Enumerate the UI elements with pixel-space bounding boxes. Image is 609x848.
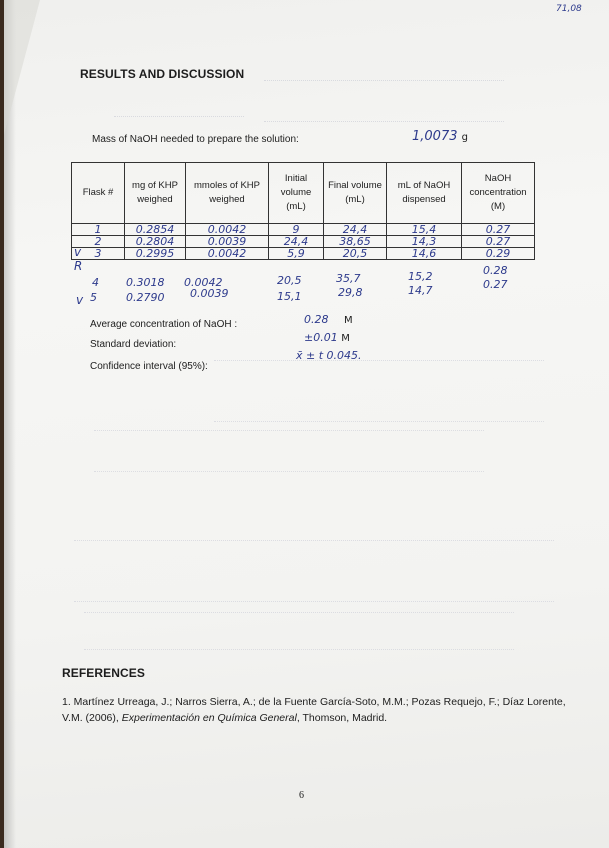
col-mmoles-khp: mmoles of KHP weighed — [186, 163, 269, 224]
margin-check-mark: v — [74, 245, 82, 259]
confidence-interval-label: Confidence interval (95%): — [90, 361, 208, 372]
col-ml-dispensed: mL of NaOH dispensed — [387, 163, 462, 224]
cell-mg: 0.2854 — [125, 224, 186, 236]
reference-item: 1. Martínez Urreaga, J.; Narros Sierra, A.; de la Fuente García-Soto, M.M.; Pozas Requejo, F.; Díaz Lorente, V.M. (2006), Experimentación en Química General, Thomson, Madrid. — [62, 696, 566, 724]
cell-flask: 2 — [72, 236, 125, 248]
cell-disp: 14,3 — [387, 236, 462, 248]
cell-conc: 0.27 — [462, 224, 535, 236]
std-deviation-label: Standard deviation: — [90, 339, 177, 350]
extra-mg: 0.3018 — [126, 276, 165, 289]
results-title: RESULTS AND DISCUSSION — [80, 67, 245, 81]
cell-vi: 24,4 — [269, 236, 324, 248]
col-initial-volume: Initial volume (mL) — [269, 163, 324, 224]
book-title: Experimentación en Química General — [121, 712, 297, 724]
cell-disp: 14,6 — [387, 248, 462, 260]
cell-vi: 9 — [269, 224, 324, 236]
col-mg-khp: mg of KHP weighed — [125, 163, 186, 224]
avg-number: 0.28 — [304, 313, 329, 326]
cell-flask: 1 — [72, 224, 125, 236]
avg-concentration-label: Average concentration of NaOH : — [90, 319, 238, 330]
col-flask: Flask # — [72, 163, 125, 224]
cell-mg: 0.2804 — [125, 236, 186, 248]
cell-vf: 20,5 — [324, 248, 387, 260]
references-title: REFERENCES — [62, 666, 146, 680]
col-final-volume: Final volume (mL) — [324, 163, 387, 224]
bleed-through-mark — [74, 540, 554, 602]
cell-disp: 15,4 — [387, 224, 462, 236]
extra-vf: 35,7 — [336, 272, 361, 285]
bleed-through-mark — [264, 80, 504, 122]
table-row — [72, 236, 535, 248]
bleed-through-mark — [114, 90, 244, 117]
confidence-interval-value: x̄ ± t 0.045. — [296, 349, 362, 362]
extra-conc: 0.27 — [483, 278, 508, 291]
handwritten-page-mark: 71,08 — [556, 4, 582, 14]
avg-concentration-value — [304, 313, 353, 326]
extra-mmol: 0.0039 — [190, 287, 229, 300]
extra-disp: 15,2 — [408, 270, 433, 283]
extra-flask: 5 — [90, 291, 97, 304]
bleed-through-mark — [94, 430, 484, 472]
extra-flask: 4 — [92, 276, 99, 289]
cell-vf: 38,65 — [324, 236, 387, 248]
cell-conc: 0.27 — [462, 236, 535, 248]
sd-unit: M — [341, 333, 350, 344]
mass-value — [412, 129, 468, 144]
document-page — [4, 0, 609, 848]
cell-mg: 0.2995 — [125, 248, 186, 260]
avg-unit: M — [344, 315, 353, 326]
margin-check-mark: R — [74, 259, 83, 273]
extra-conc: 0.28 — [483, 264, 508, 277]
cell-mmol: 0.0042 — [186, 224, 269, 236]
margin-check-mark: v — [76, 293, 84, 307]
std-deviation-value — [304, 331, 350, 344]
mass-label: Mass of NaOH needed to prepare the solution: — [92, 134, 299, 145]
extra-disp: 14,7 — [408, 284, 433, 297]
cell-flask: 3 — [72, 248, 125, 260]
extra-vi: 20,5 — [277, 274, 302, 287]
cell-mmol: 0.0042 — [186, 248, 269, 260]
extra-vf: 29,8 — [338, 286, 363, 299]
folded-corner — [4, 0, 40, 150]
mass-unit: g — [461, 132, 468, 143]
col-naoh-concentration: NaOH concentration (M) — [462, 163, 535, 224]
cell-mmol: 0.0039 — [186, 236, 269, 248]
bleed-through-mark — [84, 612, 514, 650]
titration-table — [71, 162, 535, 260]
bleed-through-mark — [214, 360, 544, 422]
cell-vf: 24,4 — [324, 224, 387, 236]
cell-vi: 5,9 — [269, 248, 324, 260]
extra-mg: 0.2790 — [126, 291, 165, 304]
mass-number: 1,0073 — [412, 129, 458, 144]
table-row — [72, 224, 535, 236]
sd-number: ±0.01 — [304, 331, 338, 344]
page-number: 6 — [299, 790, 304, 801]
table-header-row — [72, 163, 535, 224]
extra-mmol: 0.0042 — [184, 276, 223, 289]
cell-conc: 0.29 — [462, 248, 535, 260]
extra-vi: 15,1 — [277, 290, 302, 303]
table-row — [72, 248, 535, 260]
